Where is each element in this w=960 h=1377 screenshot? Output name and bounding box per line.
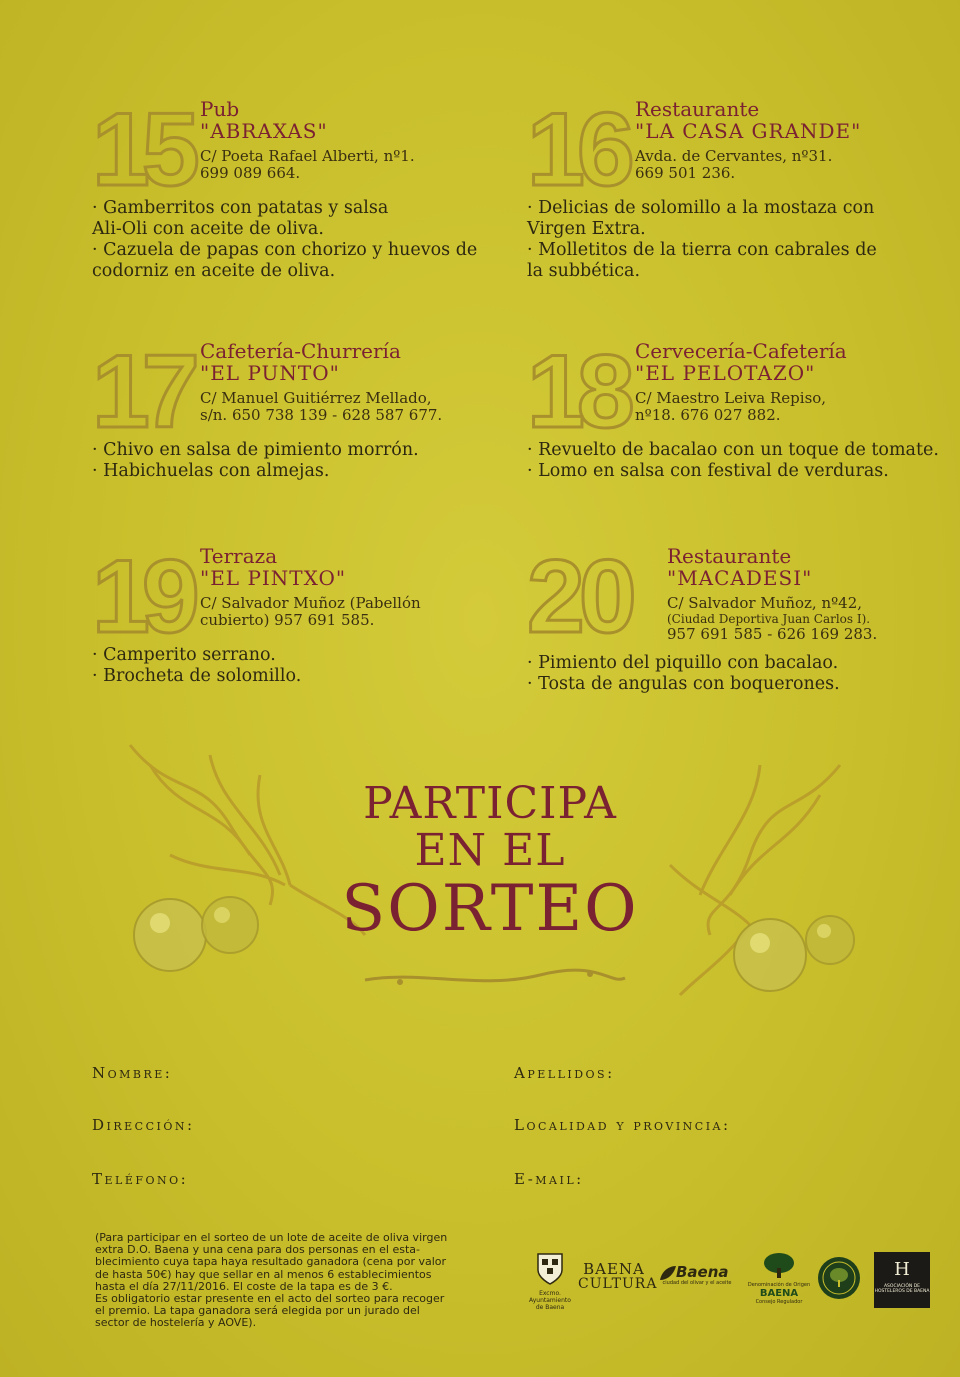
disclaimer-line: de hasta 50€) hay que sellar en al menos 6 establecimientos (95, 1267, 432, 1281)
venue-address (635, 390, 847, 424)
dishes-list (527, 653, 840, 695)
disclaimer-line: sector de hostelería y AOVE). (95, 1316, 257, 1330)
venue-address (200, 390, 442, 424)
venue-type: Cafetería-Churrería (200, 339, 401, 363)
dish-line: · Tosta de angulas con boquerones. (527, 674, 840, 694)
localidad-field-label: Localidad y provincia: (514, 1116, 731, 1134)
coat-of-arms-icon (535, 1250, 565, 1286)
venue-name: "EL PINTXO" (200, 566, 347, 590)
sponsor-logos (520, 1250, 940, 1330)
address-line: (Ciudad Deportiva Juan Carlos I). (667, 612, 871, 626)
baena-cultura-logo (578, 1260, 658, 1292)
address-line: C/ Salvador Muñoz, nº42, (667, 594, 863, 612)
telefono-field-label: Teléfono: (92, 1170, 189, 1188)
disclaimer-line: el premio. La tapa ganadora será elegida por un jurado del (95, 1304, 420, 1318)
quality-seal-logo (816, 1256, 862, 1304)
venue-type: Restaurante (667, 544, 792, 568)
address-line: nº18. 676 027 882. (635, 406, 781, 424)
hosteleros-baena-logo (874, 1252, 930, 1308)
dish-line: · Delicias de solomillo a la mostaza con (527, 198, 875, 218)
disclaimer-line: (Para participar en el sorteo de un lote de aceite de oliva virgen (95, 1231, 448, 1244)
venue-address (667, 595, 877, 643)
venue-name: "EL PUNTO" (200, 361, 340, 385)
participa-banner (300, 780, 680, 944)
dish-line: · Chivo en salsa de pimiento morrón. (92, 440, 419, 460)
olive-leaf-icon (658, 1264, 678, 1282)
apellidos-field-label: Apellidos: (514, 1064, 615, 1082)
entry-number: 20 (527, 539, 631, 655)
venue-name: "MACADESI" (667, 566, 813, 590)
entry-number: 19 (92, 539, 192, 655)
address-line: C/ Maestro Leiva Repiso, (635, 389, 827, 407)
venue-type: Cervecería-Cafetería (635, 339, 847, 363)
logo-text: HOSTELEROS DE BAENA (874, 1289, 930, 1294)
logo-text: CULTURA (578, 1276, 658, 1292)
disclaimer-line: Es obligatorio estar presente en el acto del sorteo para recoger (95, 1292, 445, 1306)
address-line: cubierto) 957 691 585. (200, 611, 375, 629)
dishes-list (92, 198, 477, 282)
disclaimer-line: extra D.O. Baena y una cena para dos personas en el esta- (95, 1243, 420, 1257)
entry-number: 17 (92, 334, 192, 450)
entry-header (200, 340, 442, 424)
disclaimer-text (95, 1232, 475, 1330)
dish-line: la subbética. (527, 261, 641, 281)
dish-line: · Camperito serrano. (92, 645, 276, 665)
entry-number: 15 (92, 92, 192, 208)
address-line: 957 691 585 - 626 169 283. (667, 625, 878, 643)
venue-type: Restaurante (635, 97, 760, 121)
entry-number: 16 (527, 92, 627, 208)
venue-name: "ABRAXAS" (200, 119, 328, 143)
dish-line: · Gamberritos con patatas y salsa (92, 198, 389, 218)
entry-header (635, 98, 861, 182)
logo-text: Denominación de Origen (747, 1282, 811, 1288)
logo-text: Consejo Regulador (755, 1299, 803, 1305)
do-baena-logo (746, 1252, 812, 1305)
direccion-field-label: Dirección: (92, 1116, 195, 1134)
entry-header (635, 340, 847, 424)
venue-name: "EL PELOTAZO" (635, 361, 816, 385)
banner-line: SORTEO (341, 872, 639, 946)
logo-text: BAENA (583, 1260, 645, 1278)
venue-type: Pub (200, 97, 240, 121)
dish-line: · Lomo en salsa con festival de verduras. (527, 461, 889, 481)
dish-line: · Habichuelas con almejas. (92, 461, 330, 481)
dishes-list (527, 440, 939, 482)
venue-address (200, 595, 421, 629)
disclaimer-line: hasta el día 27/11/2016. El coste de la tapa es de 3 €. (95, 1279, 393, 1293)
oil-drip-line (360, 960, 630, 1000)
dish-line: Virgen Extra. (527, 219, 646, 239)
dish-line: · Cazuela de papas con chorizo y huevos de (92, 240, 478, 260)
dishes-list (92, 645, 301, 687)
email-field-label: E-mail: (514, 1170, 584, 1188)
nombre-field-label: Nombre: (92, 1064, 173, 1082)
logo-text: BAENA (759, 1288, 799, 1299)
venue-address (200, 148, 415, 182)
address-line: C/ Salvador Muñoz (Pabellón (200, 594, 421, 612)
venue-name: "LA CASA GRANDE" (635, 119, 862, 143)
hosteleros-monogram-icon: H (894, 1259, 910, 1280)
logo-text: de Baena (535, 1304, 565, 1311)
address-line: Avda. de Cervantes, nº31. (635, 147, 833, 165)
banner-line: EN EL (414, 825, 566, 876)
logo-text: Baena (676, 1263, 729, 1281)
dish-line: · Molletitos de la tierra con cabrales de (527, 240, 877, 260)
dish-line: codorniz en aceite de oliva. (92, 261, 336, 281)
logo-text: ciudad del olivar y el aceite (662, 1280, 732, 1286)
disclaimer-line: blecimiento cuya tapa haya resultado ganadora (cena por valor (95, 1255, 447, 1269)
baena-olivar-logo (658, 1264, 736, 1286)
entry-header (200, 545, 421, 629)
dish-line: Ali-Oli con aceite de oliva. (92, 219, 324, 239)
dishes-list (92, 440, 419, 482)
address-line: s/n. 650 738 139 - 628 587 677. (200, 406, 443, 424)
ayuntamiento-baena-logo (520, 1250, 580, 1311)
entry-header (200, 98, 415, 182)
address-line: 669 501 236. (635, 164, 736, 182)
venue-type: Terraza (200, 544, 278, 568)
dish-line: · Brocheta de solomillo. (92, 666, 302, 686)
venue-address (635, 148, 861, 182)
entry-header (667, 545, 877, 643)
address-line: 699 089 664. (200, 164, 301, 182)
olive-tree-icon (762, 1252, 796, 1278)
address-line: C/ Manuel Guitiérrez Mellado, (200, 389, 432, 407)
dishes-list (527, 198, 877, 282)
address-line: C/ Poeta Rafael Alberti, nº1. (200, 147, 415, 165)
entry-number: 18 (527, 334, 627, 450)
dish-line: · Pimiento del piquillo con bacalao. (527, 653, 839, 673)
banner-line: PARTICIPA (363, 778, 617, 829)
logo-text: ASOCIACIÓN DE (883, 1284, 921, 1289)
logo-text: Excmo. Ayuntamiento (529, 1290, 571, 1304)
olive-seal-icon (817, 1256, 861, 1300)
dish-line: · Revuelto de bacalao con un toque de tomate. (527, 440, 939, 460)
